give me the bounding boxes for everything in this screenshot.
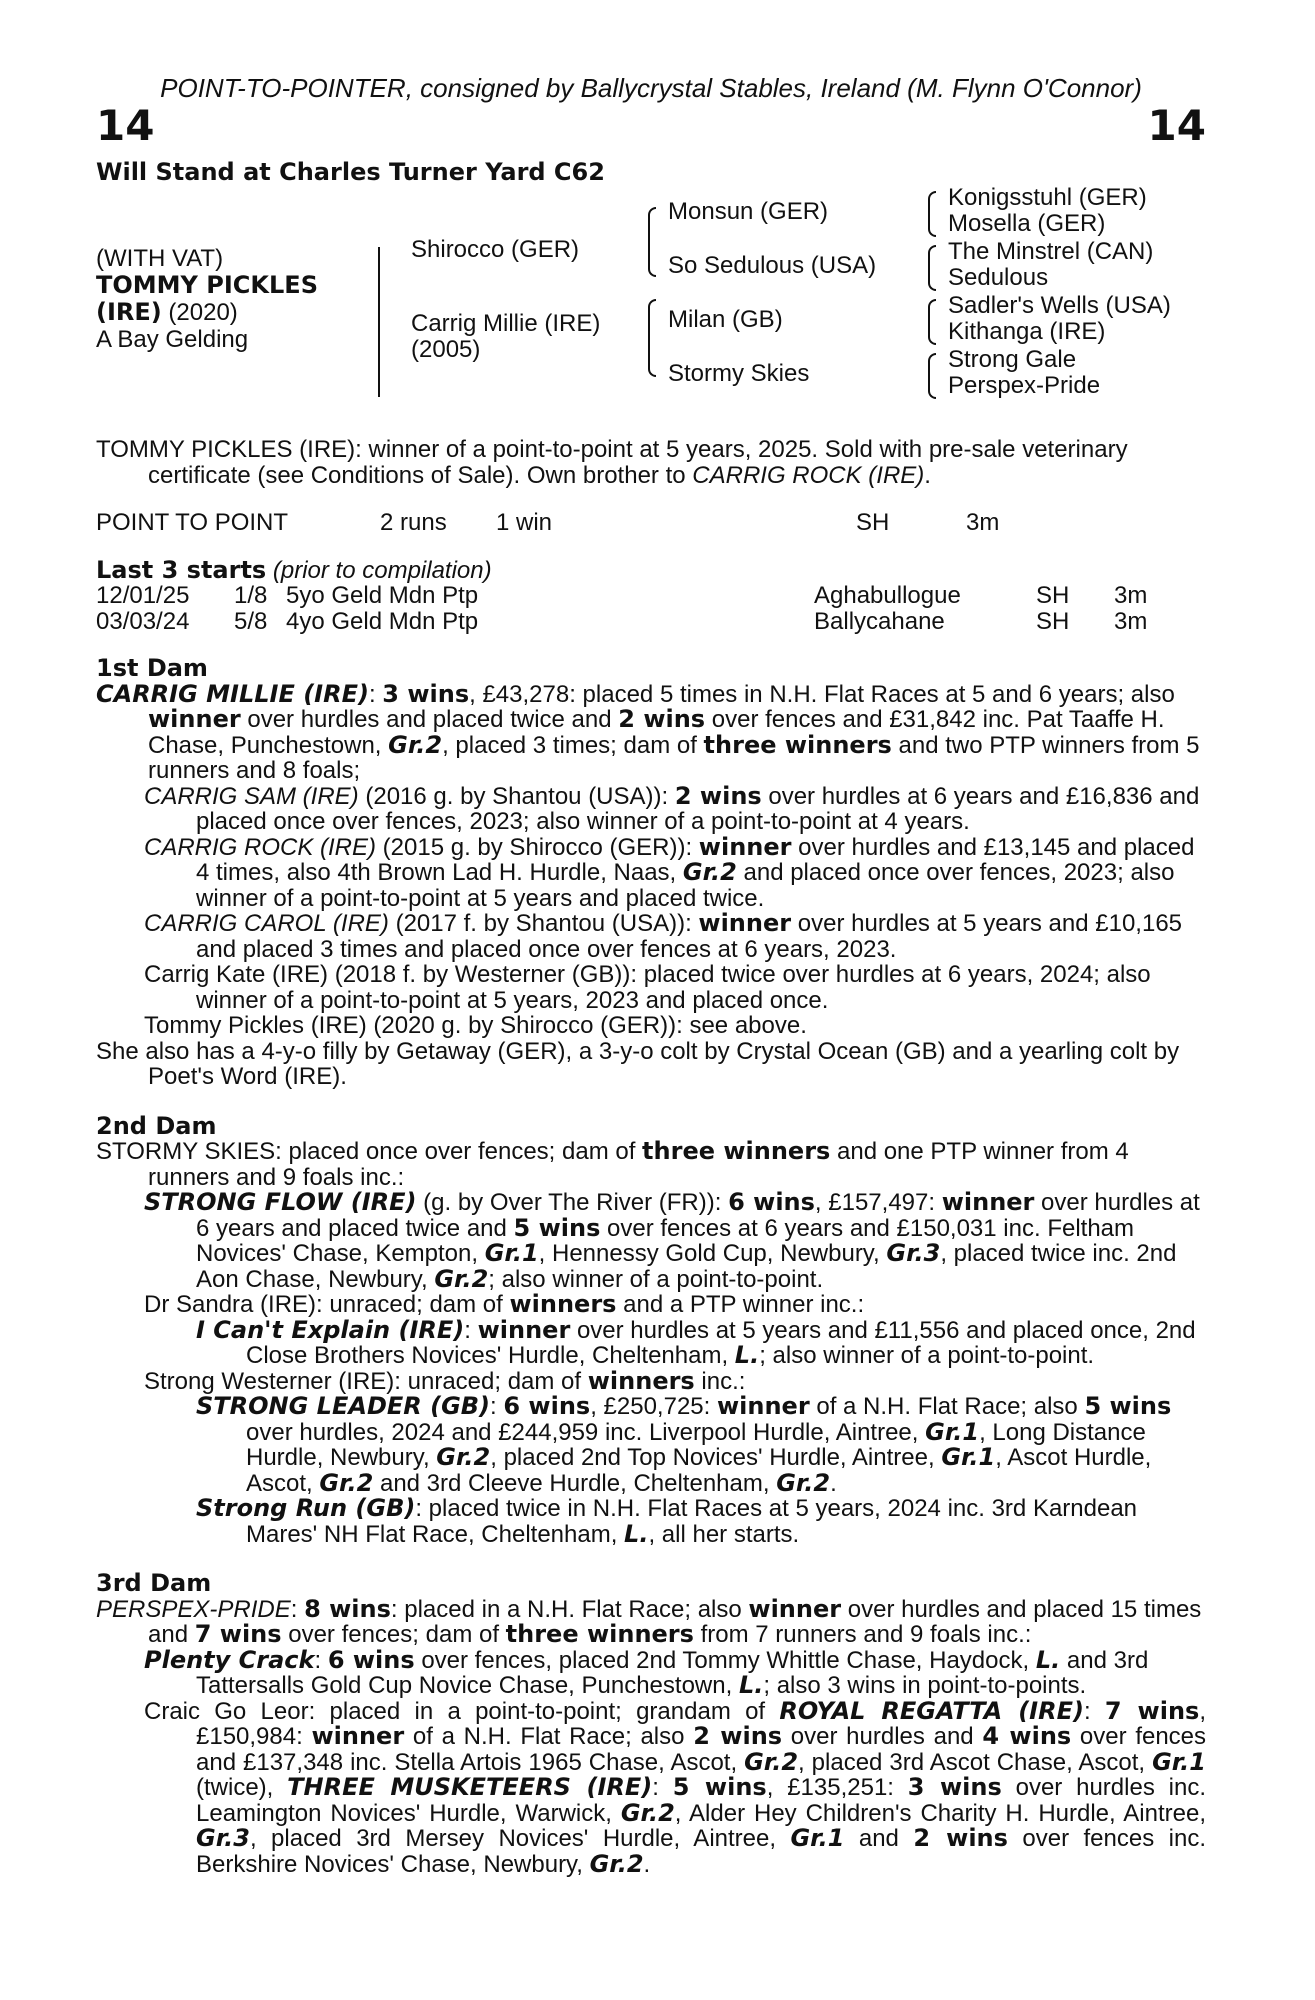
text-run: Gr.2 [682,858,737,886]
text-run: Gr.2 [434,1264,489,1293]
offspring-entry [96,1190,1206,1292]
text-run: , £250,725: [590,1393,717,1420]
consignment-line: POINT-TO-POINTER, consigned by Ballycrystal Stables, Ireland (M. Flynn O'Connor) [160,73,1142,103]
start-course: Ballycahane [814,607,945,635]
text-run: : [652,1774,673,1801]
text-run: CARRIG CAROL (IRE) [144,910,389,937]
text-run: STRONG LEADER (GB) [196,1392,491,1420]
text-run: winner [477,1315,571,1344]
grand-offspring-entry [96,1315,1206,1369]
text-run: Dr Sandra (IRE): unraced; dam of [144,1291,510,1318]
text-run: over hurdles and [782,1723,983,1750]
text-run: THREE MUSKETEERS (IRE) [287,1773,653,1801]
text-run: ; also winner of a point-to-point. [759,1342,1095,1369]
record-runs: 2 runs [380,509,447,536]
start-date: 03/03/24 [96,607,190,635]
start-course: Aghabullogue [814,582,961,609]
text-run: 5 wins [513,1213,601,1242]
text-run: : [490,1393,504,1420]
text-run: : [314,1646,328,1674]
stand-location: Will Stand at Charles Turner Yard C62 [96,157,605,186]
vat-note: (WITH VAT) [96,245,224,272]
record-wins: 1 win [496,509,553,536]
text-run: (g. by Over The River (FR)): [416,1189,729,1216]
text-run: : placed twice in N.H. Flat Races at 5 years, 2024 inc. 3rd Karndean Mares' NH Flat Race, Cheltenham, [246,1495,1138,1548]
start-row [96,583,1206,609]
offspring-entry [96,1696,1207,1878]
grand-offspring-entry [96,1394,1206,1496]
last-starts-note: (prior to compilation) [266,556,492,584]
text-run: 2 wins [618,705,706,733]
summary-text: TOMMY PICKLES (IRE): winner of a point-to-point at 5 years, 2025. Sold with pre-sale veterinary certificate (see Conditions of Sale). Own brother to [96,436,1128,489]
text-run: Gr.1 [925,1417,980,1446]
sd-sire: The Minstrel (CAN) [948,238,1154,265]
text-run: and 3rd Cleeve Hurdle, Cheltenham, [373,1469,777,1497]
text-run: 2 wins [913,1824,1008,1852]
text-run: L. [738,1671,764,1699]
lot-number-left: 14 [96,100,155,150]
text-run: over hurdles and placed twice and [240,706,619,733]
record-going: SH [856,509,890,536]
text-run: over fences inc. Berkshire Novices' Chase, Newbury, [196,1825,1206,1878]
last-starts [96,555,1206,635]
start-position: 1/8 [234,582,268,609]
start-going: SH [1036,582,1070,609]
horse-description: A Bay Gelding [96,326,249,353]
text-run: 3 wins [907,1773,1002,1801]
start-distance: 3m [1114,582,1148,609]
text-run: ROYAL REGATTA (IRE) [779,1696,1084,1725]
text-run: Craic Go Leor: placed in a point-to-point; grandam of [144,1697,780,1725]
horse-suffix: (IRE) [96,298,162,326]
text-run: and [844,1825,914,1852]
text-run: I Can't Explain (IRE) [196,1315,465,1344]
text-run: and a PTP winner inc.: [616,1291,865,1318]
offspring-entry [96,781,1206,835]
offspring-entry: Carrig Kate (IRE) (2018 f. by Westerner (GB)): placed twice over hurdles at 6 years, 2024; also winner of a point-to-point at 5 years, 2023 and placed once. [144,961,1151,1014]
start-race: 4yo Geld Mdn Ptp [286,607,479,635]
dd-sire: Strong Gale [948,346,1077,373]
first-dam-paragraph [96,679,1206,784]
second-dam-paragraph [96,1139,1206,1190]
start-position: 5/8 [234,607,268,635]
summary-end: . [924,461,931,489]
text-run: over fences at 6 years and £150,031 inc. Feltham Novices' Chase, Kempton, [196,1214,1135,1267]
text-run: ; also 3 wins in point-to-points. [763,1672,1087,1699]
start-distance: 3m [1114,607,1148,635]
horse-year: (2020) [161,299,238,326]
offspring-entry [96,832,1206,912]
text-run: (2017 f. by Shantou (USA)): [388,910,699,937]
summary-brother: CARRIG ROCK (IRE) [692,461,925,489]
text-run: over fences; dam of [281,1621,506,1648]
start-date: 12/01/25 [96,582,190,609]
text-run: (twice), [196,1774,288,1801]
text-run: (2015 g. by Shirocco (GER)): [376,833,699,861]
text-run: : placed in a N.H. Flat Race; also [390,1595,749,1623]
text-run: Gr.3 [196,1824,250,1852]
dam-dam: Stormy Skies [668,360,810,387]
offspring-entry [96,1292,1206,1318]
text-run: , Ascot Hurdle, Ascot, [246,1444,1152,1497]
text-run: 4 wins [982,1722,1072,1750]
text-run: . [643,1850,651,1878]
start-going: SH [1036,607,1070,635]
text-run: Gr.2 [388,730,443,759]
text-run: winner [698,909,792,937]
text-run: over hurdles at 5 years and £11,556 and placed once, 2nd Close Brothers Novices' Hurdle, Cheltenham, [246,1316,1196,1369]
race-record [96,510,1206,536]
text-run: winner [716,1392,810,1420]
text-run: over hurdles at 6 years and £16,836 and placed once over fences, 2023; also winner of a point-to-point at 4 years. [196,782,1200,835]
text-run: Gr.2 [436,1443,491,1471]
text-run: ; also winner of a point-to-point. [488,1265,824,1293]
offspring-entry [96,911,1206,962]
text-run: 5 wins [672,1773,767,1801]
text-run: , Hennessy Gold Cup, Newbury, [538,1240,887,1267]
text-run: inc.: [694,1367,746,1395]
text-run: , all her starts. [648,1520,800,1548]
text-run: , £157,497: [814,1189,942,1216]
text-run: , £150,984: [196,1697,1206,1750]
first-dam-title: 1st Dam [96,654,208,682]
text-run: Strong Westerner (IRE): unraced; dam of [144,1367,588,1395]
text-run: three winners [703,730,892,759]
last-starts-title: Last 3 starts [96,555,267,584]
text-run: , £135,251: [766,1774,908,1801]
dam-sire: Milan (GB) [668,306,783,333]
text-run: Gr.1 [790,1824,845,1852]
summary-paragraph [96,437,1206,488]
text-run: 7 wins [1104,1696,1200,1725]
text-run: Gr.2 [319,1468,374,1497]
text-run: over hurdles, 2024 and £244,959 inc. Liverpool Hurdle, Aintree, [246,1418,926,1446]
text-run: of a N.H. Flat Race; also [404,1723,694,1750]
text-run: Strong Run (GB) [196,1494,416,1522]
text-run: over fences and £31,842 inc. Pat Taaffe H. Chase, Punchestown, [148,706,1165,759]
text-run: over fences, placed 2nd Tommy Whittle Chase, Haydock, [414,1646,1036,1674]
text-run: , placed twice inc. 2nd Aon Chase, Newbury, [196,1240,1177,1293]
text-run: , placed 3rd Mersey Novices' Hurdle, Aintree, [249,1825,791,1852]
text-run: L. [734,1341,760,1369]
offspring-entry [96,1366,1206,1395]
text-run: over hurdles inc. Leamington Novices' Hurdle, Warwick, [196,1774,1206,1827]
brace-1 [378,247,380,397]
text-run: winner [941,1188,1035,1216]
grand-offspring-entry [96,1496,1206,1547]
text-run: : [290,1595,305,1623]
brace-dd [928,353,936,399]
catalogue-page [96,73,1207,1878]
text-run: : [1083,1697,1105,1725]
text-run: CARRIG SAM (IRE) [144,782,359,810]
text-run: winners [509,1290,617,1318]
text-run: 6 wins [327,1645,415,1674]
dam-year: (2005) [411,336,481,363]
text-run: over hurdles and placed 15 times and [148,1595,1202,1648]
ss-sire: Konigsstuhl (GER) [948,184,1147,211]
text-run: , £43,278: placed 5 times in N.H. Flat Races at 5 and 6 years; also [469,680,1175,708]
text-run: over hurdles at 5 years and £10,165 and placed 3 times and placed once over fences at 6 years, 2023. [196,910,1183,963]
lot-number-right: 14 [1147,100,1206,150]
ds-sire: Sadler's Wells (USA) [948,292,1171,319]
text-run: . [830,1469,837,1497]
second-dam-title: 2nd Dam [96,1111,217,1140]
ds-dam: Kithanga (IRE) [948,318,1106,345]
third-dam-paragraph [96,1594,1206,1648]
text-run: : [464,1316,478,1344]
record-distance: 3m [966,509,1000,536]
dd-dam: Perspex-Pride [948,372,1101,399]
text-run: 8 wins [304,1594,391,1623]
ss-dam: Mosella (GER) [948,210,1106,237]
text-run: , placed 2nd Top Novices' Hurdle, Aintree, [490,1444,942,1471]
text-run: winner [311,1722,405,1750]
text-run: and two PTP winners from 5 runners and 8 foals; [148,731,1200,784]
text-run: , placed 3 times; dam of [442,731,704,759]
text-run: , Alder Hey Children's Charity H. Hurdle, Aintree, [674,1799,1206,1827]
text-run: Gr.2 [744,1747,799,1776]
text-run: over hurdles at 6 years and placed twice and [196,1189,1200,1242]
text-run: of a N.H. Flat Race; also [809,1393,1085,1420]
text-run: 6 wins [503,1392,591,1420]
text-run: 6 wins [728,1188,815,1216]
text-run: 2 wins [674,781,762,810]
text-run: winner [148,705,241,733]
brace-dam [648,299,656,377]
text-run: STORMY SKIES: placed once over fences; dam of [96,1138,643,1165]
horse-identity [96,245,318,353]
text-run: Gr.2 [776,1468,831,1497]
text-run: Gr.3 [886,1239,941,1267]
text-run: , placed 3rd Ascot Chase, Ascot, [798,1748,1153,1776]
offspring-entry: Tommy Pickles (IRE) (2020 g. by Shirocco (GER)): see above. [144,1012,807,1039]
brace-sd [928,245,936,291]
dam-name: Carrig Millie (IRE) [411,310,601,337]
text-run: 3 wins [382,679,470,708]
text-run: CARRIG MILLIE (IRE) [96,679,369,708]
text-run: 2 wins [693,1722,783,1750]
text-run: 7 wins [194,1620,282,1648]
text-run: Gr.1 [484,1239,539,1267]
text-run: CARRIG ROCK (IRE) [144,833,377,861]
text-run: Gr.1 [1152,1747,1206,1776]
text-run: winner [748,1594,842,1623]
text-run: Gr.2 [589,1849,644,1878]
lot-number-row [96,100,1206,150]
text-run: L. [624,1519,649,1548]
sire-dam: So Sedulous (USA) [668,252,877,279]
sire: Shirocco (GER) [411,236,580,263]
text-run: Gr.2 [620,1798,675,1827]
sire-sire: Monsun (GER) [668,198,829,225]
third-dam-title: 3rd Dam [96,1569,212,1597]
text-run: (2016 g. by Shantou (USA)): [358,782,675,810]
text-run: : [368,680,383,708]
horse-name: TOMMY PICKLES [96,271,318,299]
text-run: over hurdles and £13,145 and placed 4 times, also 4th Brown Lad H. Hurdle, Naas, [196,833,1195,886]
text-run: Gr.1 [941,1443,996,1471]
text-run: and 3rd Tattersalls Gold Cup Novice Chase, Punchestown, [196,1646,1149,1699]
text-run: STRONG FLOW (IRE) [144,1188,417,1216]
text-run: three winners [505,1620,694,1648]
text-run: Plenty Crack [144,1645,315,1674]
text-run: from 7 runners and 9 foals inc.: [693,1621,1032,1648]
start-race: 5yo Geld Mdn Ptp [286,582,479,609]
sd-dam: Sedulous [948,264,1049,291]
offspring-entry [96,1645,1206,1699]
first-dam-note: She also has a 4-y-o filly by Getaway (GER), a 3-y-o colt by Crystal Ocean (GB) and a yearling colt by Poet's Word (IRE). [96,1037,1180,1090]
brace-ss [928,191,936,237]
record-label: POINT TO POINT [96,509,289,536]
text-run: winner [698,832,792,861]
text-run: , Long Distance Hurdle, Newbury, [246,1418,1146,1471]
text-run: 5 wins [1084,1392,1172,1420]
text-run: and one PTP winner from 4 runners and 9 foals inc.: [148,1138,1129,1191]
dam [411,311,600,363]
text-run: PERSPEX-PRIDE [96,1595,291,1623]
brace-sire [648,207,656,277]
brace-ds [928,299,936,345]
text-run: three winners [642,1137,831,1165]
text-run: L. [1035,1645,1061,1674]
pedigree-table [96,184,1206,401]
start-row [96,609,1206,635]
text-run: and placed once over fences, 2023; also winner of a point-to-point at 5 years and placed twice. [196,859,1175,912]
text-run: over fences and £137,348 inc. Stella Artois 1965 Chase, Ascot, [196,1723,1207,1776]
text-run: winners [587,1366,695,1395]
